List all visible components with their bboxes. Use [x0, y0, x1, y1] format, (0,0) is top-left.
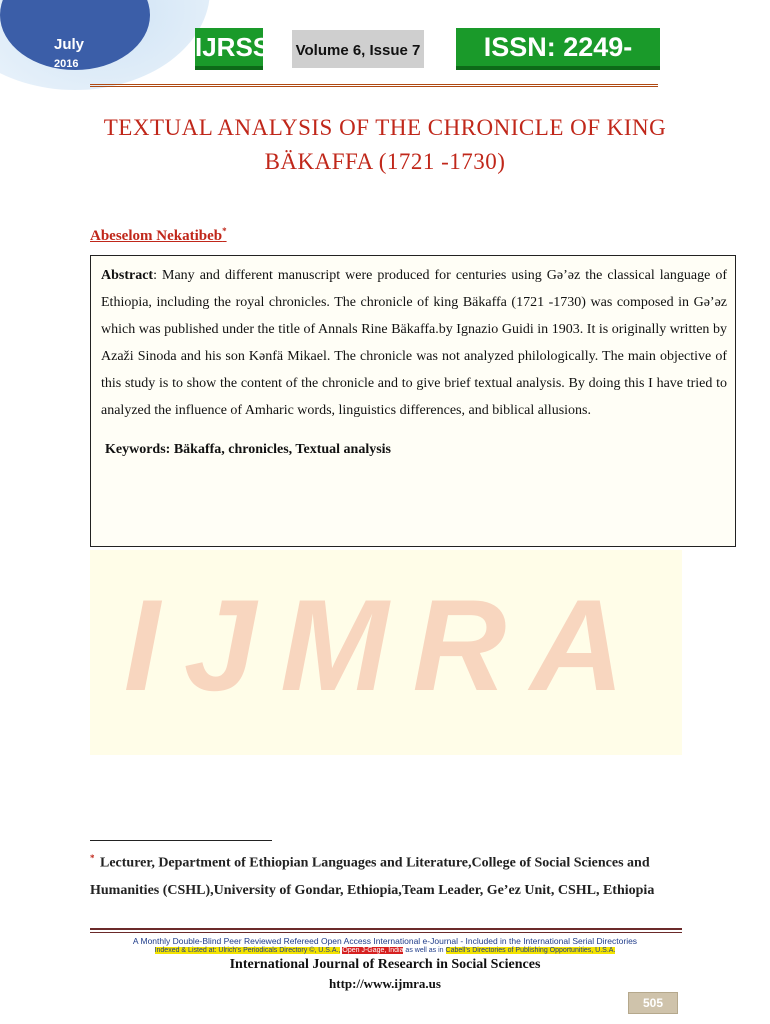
issue-year: 2016: [54, 58, 79, 70]
article-title-line-2: BÄKAFFA (1721 -1730): [264, 149, 506, 174]
indexing-connector: as well as in: [405, 947, 444, 954]
abstract-body: : Many and different manuscript were produced for centuries using Gə’əz the classical language of Ethiopia, including the royal chronicles. The chronicle of king Bäkaffa (1721 -1730) was composed in Gə’əz which was published under the title of Annals Rine Bäkaffa.by Ignazio Guidi in 1903. It is originally written by Azaži Sinoda and his son Kənfä Mikael. The chronicle was not analyzed philologically. The main objective of this study is to show the content of the chronicle and to give brief textual analysis. By doing this I have tried to analyzed the influence of Amharic words, linguistics differences, and biblical allusions.: [101, 268, 727, 418]
keywords: Keywords: Bäkaffa, chronicles, Textual analysis: [105, 442, 391, 457]
indexing-jgage: Open J-Gage, India: [342, 947, 404, 954]
footer-divider: [90, 928, 682, 930]
footer-divider-secondary: [90, 932, 682, 933]
volume-issue: Volume 6, Issue 7: [292, 30, 424, 68]
footer-indexing: [0, 947, 770, 954]
footnote-text: Lecturer, Department of Ethiopian Languages and Literature,College of Social Sciences and Humanities (CSHL),University of Gondar, Ethiopia,Team Leader, Ge’ez Unit, CSHL, Ethiopia: [90, 855, 655, 898]
abstract-label: Abstract: [101, 268, 154, 283]
watermark-text: IJMRA: [123, 572, 649, 718]
footer-tagline: A Monthly Double-Blind Peer Reviewed Refereed Open Access International e-Journal - Included in the International Serial Directories: [132, 936, 638, 946]
footnote-divider: [90, 840, 272, 841]
header-divider-secondary: [90, 86, 658, 87]
footnote-mark: *: [90, 853, 95, 863]
article-title-line-1: TEXTUAL ANALYSIS OF THE CHRONICLE OF KING: [103, 115, 667, 140]
author-name-text: Abeselom Nekatibeb: [90, 228, 223, 244]
indexing-cabell: Cabell’s Directories of Publishing Opportunities, U.S.A.: [445, 947, 616, 954]
issn-label: ISSN: 2249-2496: [456, 28, 660, 70]
watermark-panel: [90, 550, 682, 755]
author-name: [90, 226, 227, 245]
page-number-badge: 505: [628, 992, 678, 1014]
abstract-paragraph: [101, 262, 727, 424]
footer-url[interactable]: http://www.ijmra.us: [329, 976, 441, 991]
issue-month: July: [54, 36, 85, 53]
header-divider: [90, 84, 658, 85]
author-footnote: [90, 845, 684, 904]
indexing-ulrich: Indexed & Listed at: Ulrich's Periodicals Directory ©, U.S.A.,: [154, 947, 341, 954]
journal-brand: IJRSS: [195, 28, 263, 70]
footer-journal-name: International Journal of Research in Social Sciences: [229, 957, 541, 972]
abstract-box: [90, 255, 736, 547]
author-footnote-mark: *: [222, 226, 227, 236]
